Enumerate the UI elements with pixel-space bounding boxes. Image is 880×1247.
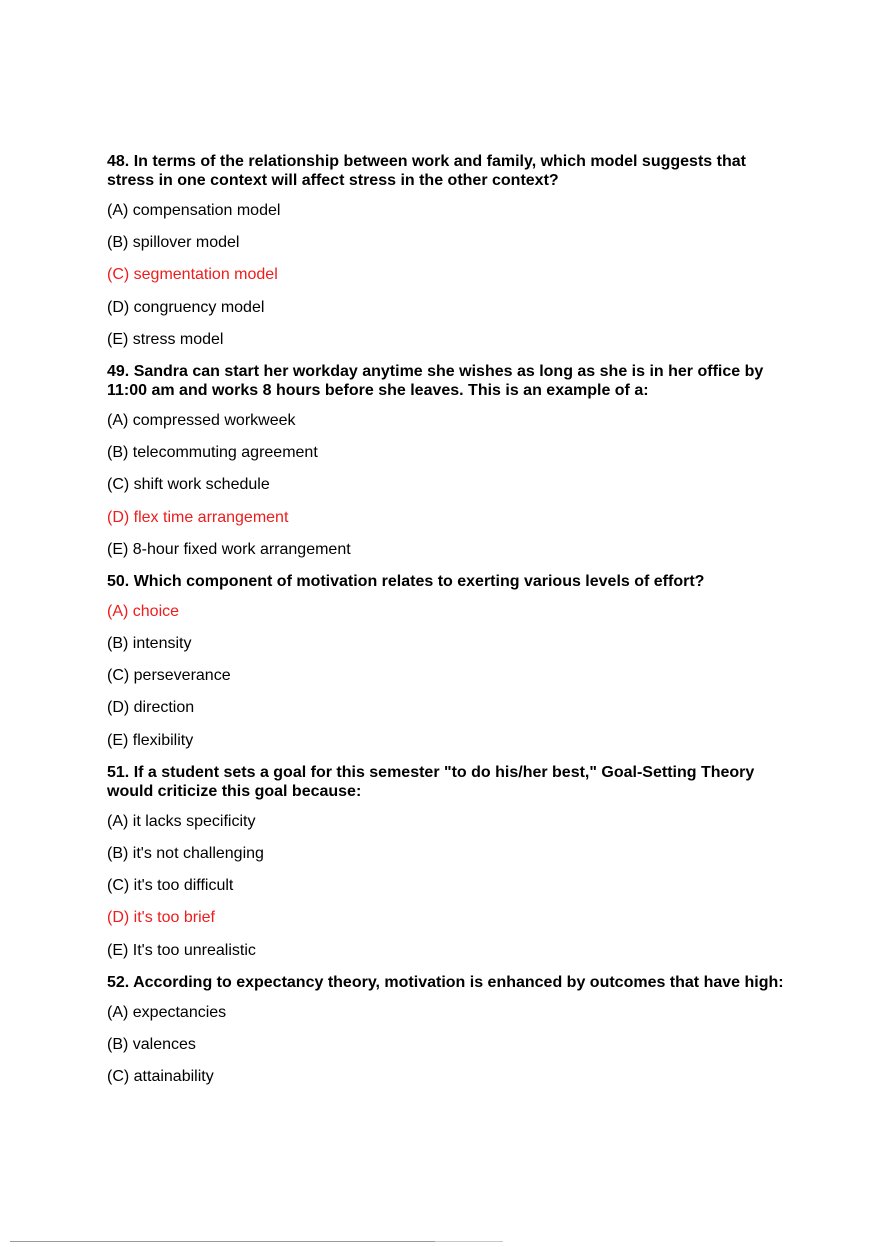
option-b: (B) spillover model [107, 234, 240, 252]
option-a-highlighted: (A) choice [107, 602, 180, 620]
option-a: (A) compressed workweek [107, 411, 296, 429]
option-c: (C) it's too difficult [107, 877, 234, 895]
option-d-highlighted: (D) flex time arrangement [107, 508, 289, 526]
option-b: (B) intensity [107, 635, 192, 653]
option-c-highlighted: (C) segmentation model [107, 266, 278, 284]
option-e: (E) flexibility [107, 731, 194, 749]
option-b: (B) telecommuting agreement [107, 444, 318, 462]
option-c: (C) perseverance [107, 667, 231, 685]
option-e: (E) 8-hour fixed work arrangement [107, 540, 351, 558]
option-c: (C) attainability [107, 1068, 214, 1086]
option-d: (D) congruency model [107, 298, 265, 316]
question-text: 48. In terms of the relationship between work and family, which model suggests that stress in one context will affect stress in the other context? [107, 153, 746, 189]
question-block-48 [107, 152, 787, 349]
option-e: (E) stress model [107, 330, 224, 348]
option-e: (E) It's too unrealistic [107, 941, 256, 959]
footer-divider-dark-segment [10, 1241, 435, 1242]
option-d-highlighted: (D) it's too brief [107, 909, 215, 927]
question-block-49 [107, 362, 787, 559]
footer-divider [10, 1241, 503, 1242]
option-d: (D) direction [107, 699, 195, 717]
option-a: (A) expectancies [107, 1003, 227, 1021]
question-block-50 [107, 572, 787, 750]
document-page [107, 152, 787, 1099]
option-b: (B) valences [107, 1035, 196, 1053]
option-a: (A) it lacks specificity [107, 812, 256, 830]
option-a: (A) compensation model [107, 202, 281, 219]
question-text: 52. According to expectancy theory, motivation is enhanced by outcomes that have high: [107, 973, 784, 991]
question-block-51 [107, 763, 787, 960]
question-text: 50. Which component of motivation relates to exerting various levels of effort? [107, 572, 705, 590]
question-block-52 [107, 973, 787, 1086]
option-b: (B) it's not challenging [107, 845, 264, 862]
question-text: 51. If a student sets a goal for this semester "to do his/her best," Goal-Setting Theory would criticize this goal because: [107, 763, 755, 800]
question-text: 49. Sandra can start her workday anytime she wishes as long as she is in her office by 11:00 am and works 8 hours before she leaves. This is an example of a: [107, 362, 764, 399]
option-c: (C) shift work schedule [107, 476, 270, 494]
